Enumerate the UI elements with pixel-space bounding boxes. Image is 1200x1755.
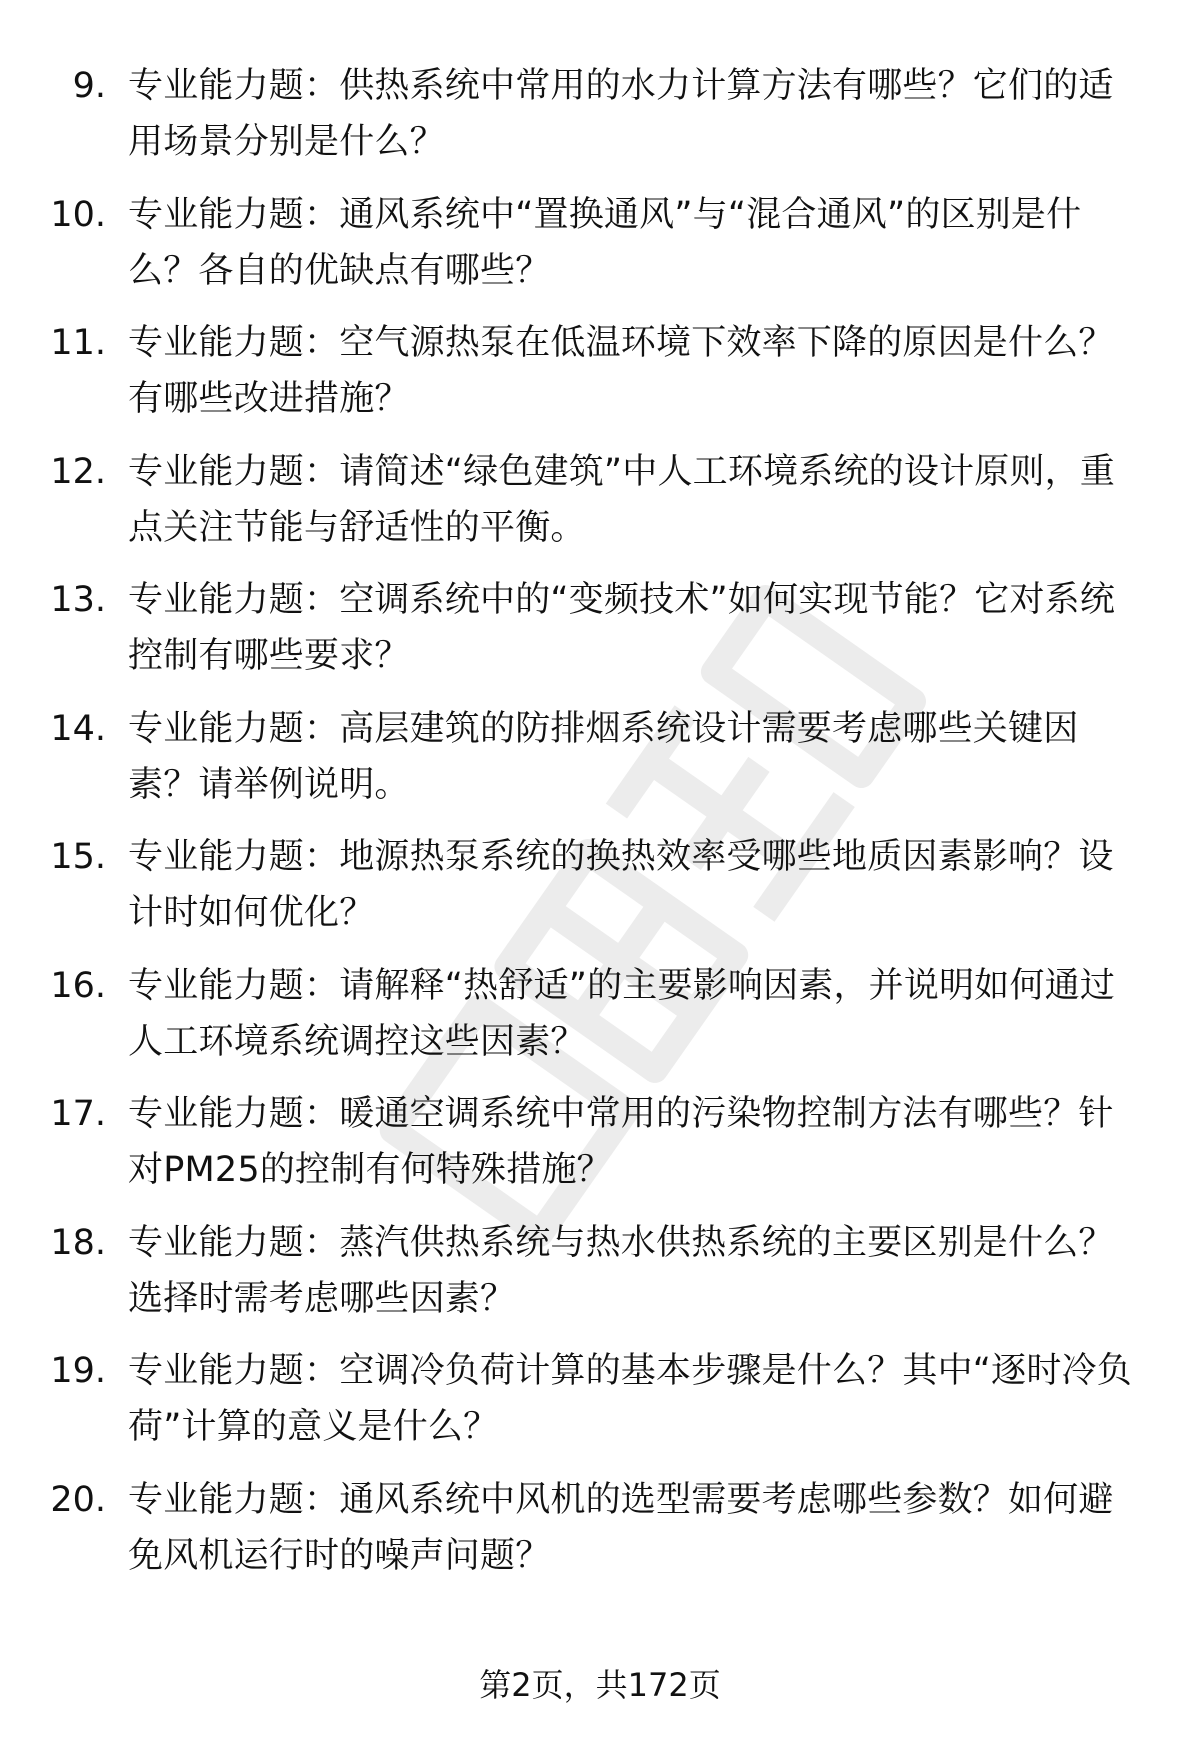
question-number: 14. <box>50 708 106 749</box>
question-text: 专业能力题：空调系统中的“变频技术”如何实现节能？它对系统控制有哪些要求？ <box>128 580 1116 676</box>
question-text: 专业能力题：蒸汽供热系统与热水供热系统的主要区别是什么？选择时需考虑哪些因素？ <box>128 1222 1114 1319</box>
question-number: 18. <box>50 1222 106 1263</box>
question-item <box>0 572 1200 701</box>
question-text: 专业能力题：供热系统中常用的水力计算方法有哪些？它们的适用场景分别是什么？ <box>128 66 1114 162</box>
question-text: 专业能力题：高层建筑的防排烟系统设计需要考虑哪些关键因素？请举例说明。 <box>128 708 1079 805</box>
question-item <box>0 958 1200 1087</box>
question-text: 专业能力题：请简述“绿色建筑”中人工环境系统的设计原则，重点关注节能与舒适性的平衡。 <box>128 451 1116 548</box>
question-item <box>0 1086 1200 1215</box>
question-text: 专业能力题：通风系统中“置换通风”与“混合通风”的区别是什么？各自的优缺点有哪些？ <box>128 194 1082 291</box>
question-number: 11. <box>50 323 106 363</box>
question-number: 17. <box>50 1094 106 1134</box>
question-item <box>0 1472 1200 1601</box>
question-item <box>0 315 1200 444</box>
question-text: 专业能力题：暖通空调系统中常用的污染物控制方法有哪些？针对PM25的控制有何特殊措施？ <box>128 1094 1114 1190</box>
question-item <box>0 58 1200 187</box>
question-text: 专业能力题：请解释“热舒适”的主要影响因素，并说明如何通过人工环境系统调控这些因素？ <box>128 965 1116 1062</box>
question-item <box>0 1215 1200 1344</box>
question-item <box>0 444 1200 573</box>
question-text: 专业能力题：通风系统中风机的选型需要考虑哪些参数？如何避免风机运行时的噪声问题？ <box>128 1479 1114 1576</box>
question-number: 15. <box>50 837 106 877</box>
question-number: 20. <box>50 1479 106 1520</box>
question-text: 专业能力题：地源热泵系统的换热效率受哪些地质因素影响？设计时如何优化？ <box>128 837 1114 933</box>
question-item <box>0 829 1200 958</box>
question-number: 13. <box>50 580 106 620</box>
question-number: 10. <box>50 194 106 235</box>
question-item <box>0 701 1200 830</box>
question-text: 专业能力题：空气源热泵在低温环境下效率下降的原因是什么？有哪些改进措施？ <box>128 323 1114 419</box>
question-number: 9. <box>72 66 106 106</box>
question-number: 16. <box>50 965 106 1006</box>
question-number: 12. <box>50 451 106 492</box>
page-number: 第2页，共172页 <box>479 1666 721 1704</box>
question-number: 19. <box>50 1351 106 1391</box>
question-item <box>0 187 1200 316</box>
question-list <box>0 58 1200 1600</box>
question-text: 专业能力题：空调冷负荷计算的基本步骤是什么？其中“逐时冷负荷”计算的意义是什么？ <box>128 1351 1132 1447</box>
question-item <box>0 1343 1200 1472</box>
